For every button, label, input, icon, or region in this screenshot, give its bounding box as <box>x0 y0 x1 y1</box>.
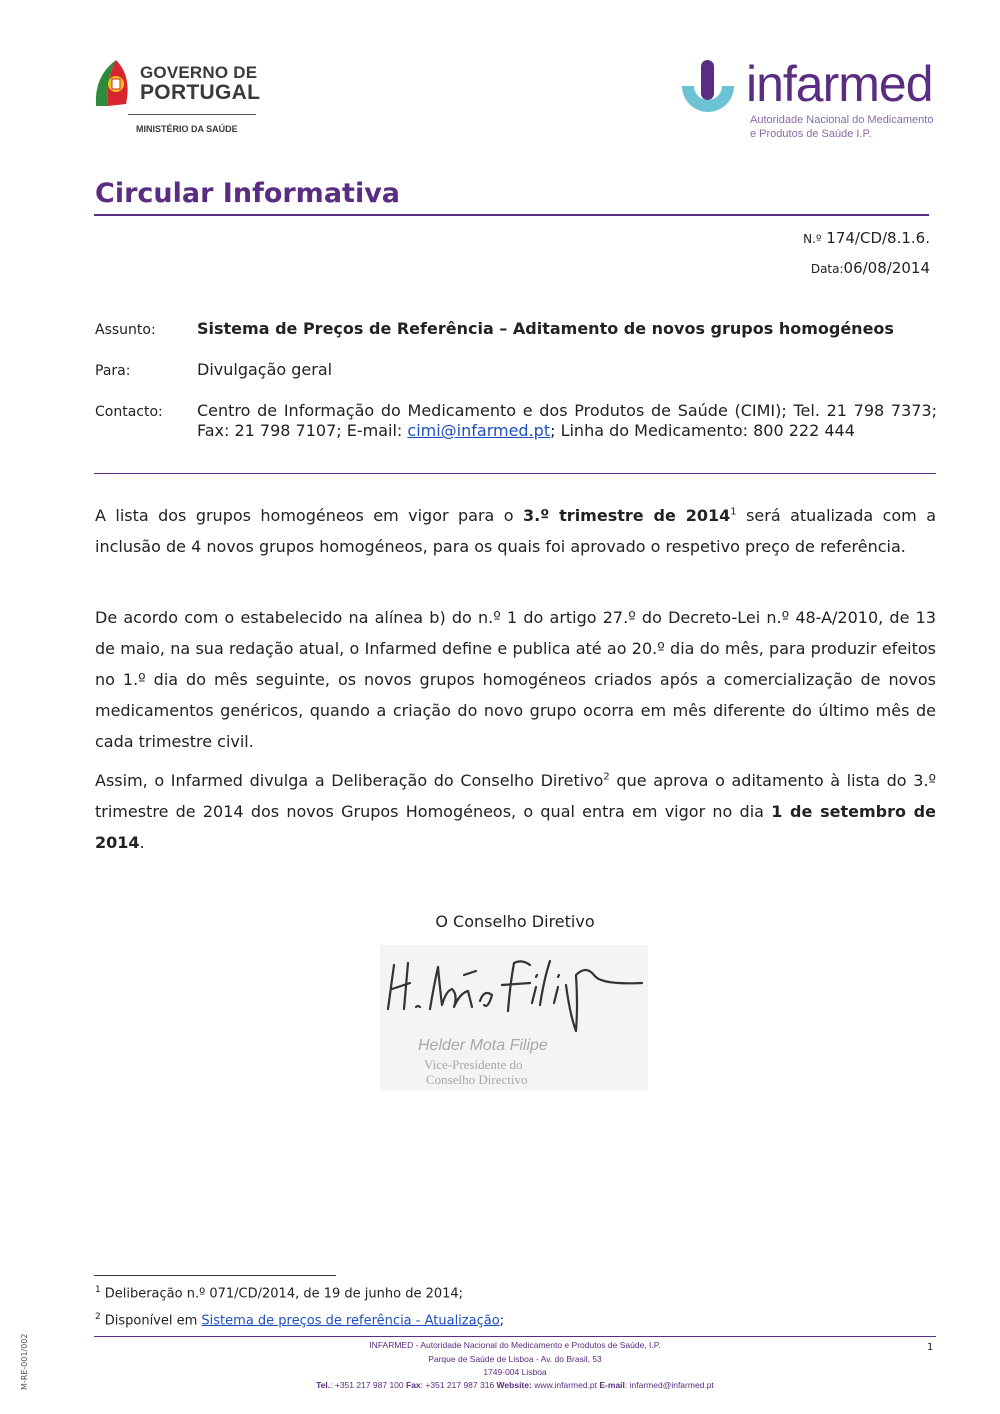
subject-value: Sistema de Preços de Referência – Aditamento de novos grupos homogéneos <box>197 319 894 338</box>
audience-value: Divulgação geral <box>197 360 333 379</box>
page-number: 1 <box>927 1342 934 1353</box>
footer-address: Parque de Saúde de Lisboa - Av. do Brasil, 53 <box>428 1354 602 1364</box>
portugal-emblem-icon <box>92 56 134 112</box>
signature-name: Helder Mota Filipe <box>418 1037 548 1054</box>
p1-text-b: será atualizada com a inclusão de 4 novos grupos homogéneos, para os quais foi aprovado o respetivo preço de referência. <box>95 506 936 556</box>
infarmed-mark-icon <box>676 56 740 120</box>
p3-text-b: que aprova o aditamento à lista do 3.º trimestre de 2014 dos novos Grupos Homogéneos, o qual entra em vigor no dia <box>95 771 936 821</box>
date-value: 06/08/2014 <box>843 259 930 277</box>
signature-role-line2: Conselho Directivo <box>426 1072 528 1087</box>
date-prefix: Data: <box>810 262 844 276</box>
contact-label: Contacto: <box>95 404 163 420</box>
footnote-divider <box>94 1275 336 1276</box>
footnote-2-end: ; <box>499 1313 505 1329</box>
footnote-ref-2: 2 <box>603 771 610 783</box>
footer-email: : infarmed@infarmed.pt <box>624 1380 714 1390</box>
gov-logo-line1: GOVERNO DE <box>140 63 258 82</box>
contact-email-link[interactable]: cimi@infarmed.pt <box>407 421 551 440</box>
document-title: Circular Informativa <box>95 178 401 209</box>
body-paragraph-1 <box>95 500 936 562</box>
header-divider <box>94 473 936 474</box>
footer-website: www.infarmed.pt <box>531 1380 600 1390</box>
reference-number <box>803 229 930 247</box>
infarmed-logo <box>676 56 936 148</box>
title-divider <box>94 214 929 216</box>
footer-tel-label: Tel. <box>316 1380 331 1390</box>
footnote-1 <box>95 1285 463 1301</box>
footer-fax-label: Fax <box>406 1380 421 1390</box>
p1-bold: 3.º trimestre de 2014 <box>523 506 731 525</box>
footer-contacts <box>0 1380 1000 1390</box>
footnote-2-text: Disponível em <box>104 1313 202 1329</box>
footer-divider <box>94 1336 936 1337</box>
contact-value <box>197 401 937 441</box>
footnote-1-number: 1 <box>95 1285 101 1295</box>
gov-logo-divider <box>128 114 256 115</box>
footer-postcode: 1749-004 Lisboa <box>483 1367 547 1377</box>
board-signoff: O Conselho Diretivo <box>435 912 595 931</box>
signature-stamp <box>380 945 648 1091</box>
p1-text-a: A lista dos grupos homogéneos em vigor para o <box>95 506 523 525</box>
footnote-ref-1: 1 <box>730 506 737 518</box>
infarmed-subtitle-line1: Autoridade Nacional do Medicamento <box>750 114 934 126</box>
p3-bold: 1 de setembro de 2014 <box>95 802 936 852</box>
governo-de-portugal-logo <box>92 56 262 138</box>
body-paragraph-3 <box>95 765 936 858</box>
footnote-1-text: Deliberação n.º 071/CD/2014, de 19 de junho de 2014; <box>104 1286 464 1302</box>
form-code: M-RE-001/002 <box>20 1333 29 1390</box>
infarmed-subtitle-line2: e Produtos de Saúde I.P. <box>750 128 872 140</box>
footer-email-label: E-mail <box>599 1380 625 1390</box>
body-paragraph-2: De acordo com o estabelecido na alínea b) do n.º 1 do artigo 27.º do Decreto-Lei n.º 48-A/2010, de 13 de maio, na sua redação atual, o Infarmed define e publica até ao 20.º dia do mês, para produzir efeitos no 1.º dia do mês seguinte, os novos grupos homogéneos criados após a comercialização de novos medicamentos genéricos, quando a criação do novo grupo ocorra em mês diferente do último mês de cada trimestre civil. <box>95 608 936 751</box>
p3-text-c: . <box>139 833 145 852</box>
subject-label: Assunto: <box>95 322 156 338</box>
reference-prefix: N.º <box>803 232 822 246</box>
contact-text-before: Centro de Informação do Medicamento e dos Produtos de Saúde (CIMI); Tel. 21 798 7373; Fax: 21 798 7107; E-mail: <box>197 401 937 440</box>
gov-logo-line2: PORTUGAL <box>140 81 261 104</box>
footer-tel: : +351 217 987 100 <box>330 1380 407 1390</box>
footer-org: INFARMED - Autoridade Nacional do Medicamento e Produtos de Saúde, I.P. <box>369 1340 661 1350</box>
footnote-2-number: 2 <box>95 1312 101 1322</box>
p3-text-a: Assim, o Infarmed divulga a Deliberação do Conselho Diretivo <box>95 771 604 790</box>
signature-role-line1: Vice-Presidente do <box>424 1057 523 1072</box>
ministry-label: MINISTÉRIO DA SAÚDE <box>136 124 238 134</box>
footnote-2 <box>95 1312 504 1328</box>
infarmed-wordmark: infarmed <box>746 56 933 112</box>
footer-web-label: Website: <box>496 1380 532 1390</box>
reference-prices-link[interactable]: Sistema de preços de referência - Atualização <box>201 1313 500 1329</box>
document-date <box>811 259 930 277</box>
footer-fax: : +351 217 987 316 <box>420 1380 497 1390</box>
contact-text-after: ; Linha do Medicamento: 800 222 444 <box>550 421 855 440</box>
audience-label: Para: <box>95 363 131 379</box>
reference-value: 174/CD/8.1.6. <box>826 229 930 247</box>
